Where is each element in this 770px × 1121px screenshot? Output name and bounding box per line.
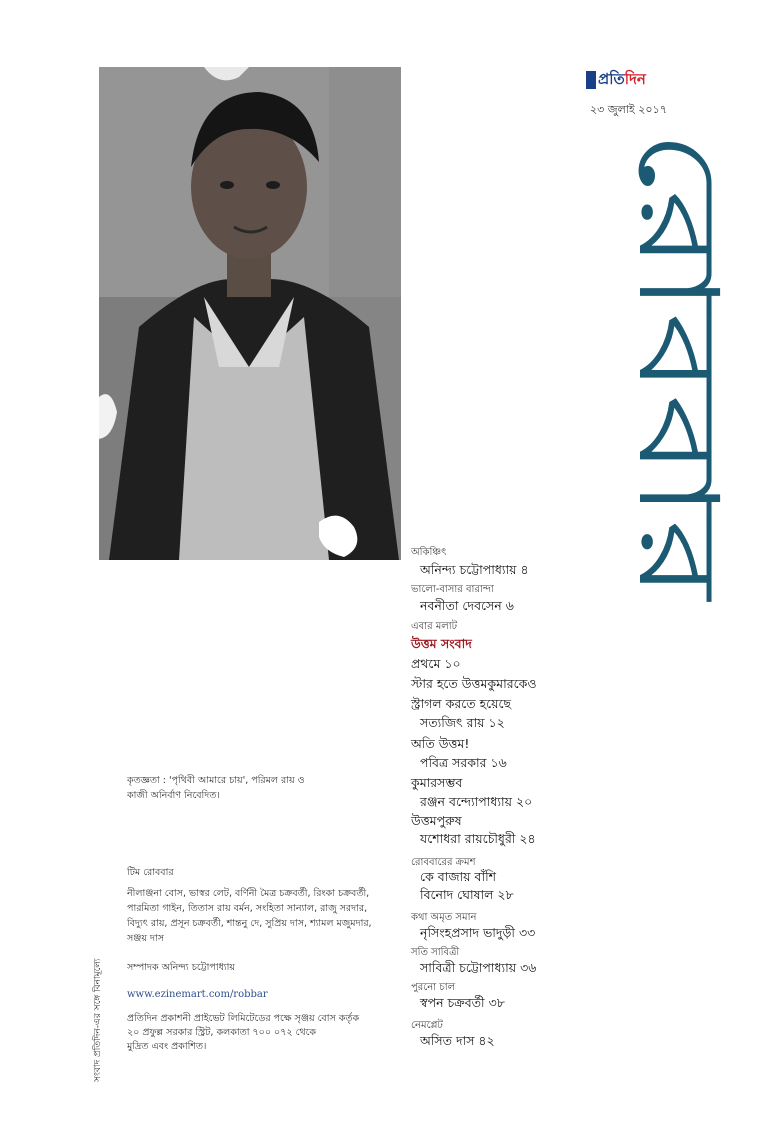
issue-date: ২৩ জুলাই ২০১৭ — [590, 103, 667, 116]
vertical-note: সংবাদ প্রতিদিন-এর সঙ্গে বিনামূল্যে — [93, 958, 103, 1082]
section-label: অকিঞ্চিৎ — [411, 547, 447, 558]
team-members: বিদ্যুৎ রায়, প্রসূন চক্রবর্তী, শান্তনু দে, সুপ্রিয় দাস, শ্যামল মজুমদার, — [127, 918, 372, 929]
contents-item: স্টার হতে উত্তমকুমারকেও — [411, 676, 537, 691]
contents-item: প্রথমে ১০ — [411, 656, 461, 671]
photo-credit: কাজী অনির্বাণ নিবেদিত। — [127, 790, 220, 801]
website-link[interactable]: www.ezinemart.com/robbar — [127, 989, 268, 1000]
section-label: পুরনো চাল — [411, 982, 456, 993]
cover-story-title: উত্তম সংবাদ — [411, 636, 472, 651]
publisher-line: ২০ প্রফুল্ল সরকার স্ট্রিট, কলকাতা ৭০০ ০৭২ থেকে — [127, 1027, 317, 1038]
section-label: এবার মলাট — [411, 621, 458, 632]
cover-photo — [99, 67, 401, 560]
contents-item: কে বাজায় বাঁশি — [420, 869, 497, 884]
contents-item: পবিত্র সরকার ১৬ — [420, 755, 507, 770]
section-label: সতি সাবিত্রী — [411, 947, 460, 958]
contents-item: সত্যজিৎ রায় ১২ — [420, 715, 505, 730]
publisher-line: মুদ্রিত এবং প্রকাশিত। — [127, 1041, 207, 1052]
logo-mark-icon — [586, 71, 596, 89]
team-members: পারমিতা গাইন, তিতাস রায় বর্মন, সংহিতা সান্যাল, রাজু সরদার, — [127, 903, 368, 914]
contents-item: নবনীতা দেবসেন ৬ — [420, 598, 514, 613]
section-label: রোববারের ক্রমশ — [411, 857, 476, 868]
masthead-title: রোববার — [614, 130, 742, 482]
publisher-line: প্রতিদিন প্রকাশনী প্রাইভেট লিমিটেডের পক্ষে সৃঞ্জয় বোস কর্তৃক — [127, 1013, 360, 1024]
logo-text-part2: দিন — [624, 69, 646, 88]
contents-item: অসিত দাস ৪২ — [420, 1033, 495, 1048]
contents-item: বিনোদ ঘোষাল ২৮ — [420, 887, 514, 902]
team-members: নীলাঞ্জনা বোস, ভাস্বর লেট, বর্ণিনী মৈত্র চক্রবর্তী, রিংকা চক্রবর্তী, — [127, 888, 370, 899]
section-label: ভালো-বাসার বারান্দা — [411, 584, 494, 595]
section-label: কথা অমৃত সমান — [411, 912, 477, 923]
contents-item: কুমারসম্ভব — [411, 775, 463, 790]
contents-item: স্বপন চক্রবর্তী ৩৮ — [420, 995, 505, 1010]
newspaper-logo — [586, 69, 646, 91]
contents-item: উত্তমপুরুষ — [411, 813, 462, 828]
contents-item: যশোধরা রায়চৌধুরী ২৪ — [420, 831, 536, 846]
team-members: সঞ্জয় দাস — [127, 933, 165, 944]
team-heading: টিম রোববার — [127, 867, 174, 878]
contents-item: অনিন্দ্য চট্টোপাধ্যায় ৪ — [420, 562, 529, 577]
contents-item: স্ট্রাগল করতে হয়েছে — [411, 696, 512, 711]
contents-item: রঞ্জন বন্দ্যোপাধ্যায় ২০ — [420, 794, 533, 809]
masthead — [545, 120, 742, 680]
contents-item: নৃসিংহপ্রসাদ ভাদুড়ী ৩৩ — [420, 925, 536, 940]
editor-credit: সম্পাদক অনিন্দ্য চট্টোপাধ্যায় — [127, 962, 236, 973]
photo-credit: কৃতজ্ঞতা : 'পৃথিবী আমারে চায়', পরিমল রায় ও — [127, 775, 305, 786]
contents-item: সাবিত্রী চট্টোপাধ্যায় ৩৬ — [420, 960, 537, 975]
logo-text-part1: প্রতি — [598, 69, 625, 88]
contents-item: অতি উত্তম! — [411, 736, 470, 751]
section-label: নেমপ্লেট — [411, 1020, 443, 1031]
